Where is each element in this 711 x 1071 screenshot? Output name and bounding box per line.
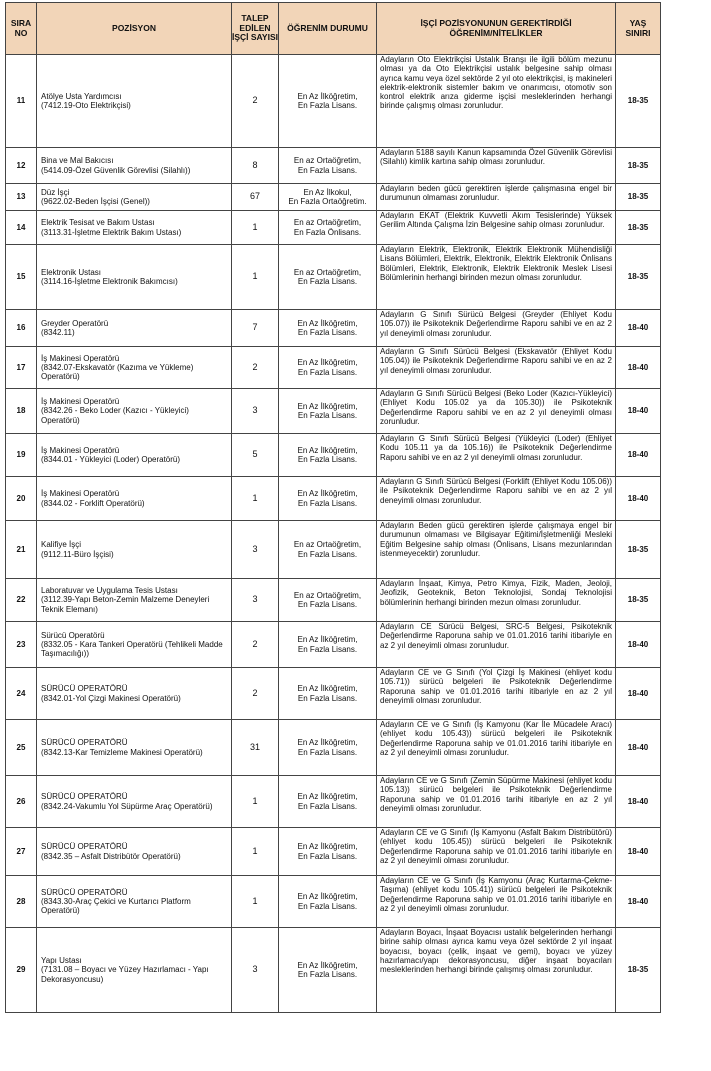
position-title: SÜRÜCÜ OPERATÖRÜ [41,842,128,852]
position-title: Elektrik Tesisat ve Bakım Ustası [41,218,155,228]
age-limit: 18-40 [616,389,661,434]
education-min: En az Ortaöğretim, [293,590,362,600]
worker-count: 1 [232,211,279,245]
education-max: En Fazla Lisans. [297,549,358,559]
worker-count: 8 [232,148,279,184]
requirements-text: Adayların Boyacı, İnşaat Boyacısı ustalık belgelerinden herhangi birine sahip olması ayrıca kamu veya özel sektörde 2 yıl inşaat boyacısı, boyacı (çelik, inşaat ve gemi), boyacı ve yüzey hazırlamacı/yapı dekorasyoncusu, diğer inşaat boyacıları mesleklerinden herhangi birinde çalışmış olması zorunludur. [377,928,616,1013]
age-limit: 18-35 [616,579,661,622]
position-cell [37,148,232,184]
table-row [6,434,661,477]
table-row [6,184,661,211]
table-row [6,828,661,876]
education-min: En az Ortaöğretim, [293,540,362,550]
position-title: SÜRÜCÜ OPERATÖRÜ [41,684,128,694]
position-code: (9622.02-Beden İşçisi (Genel)) [41,197,150,206]
row-number: 16 [6,310,37,347]
age-limit: 18-40 [616,776,661,828]
education-max: En Fazla Lisans. [297,600,358,609]
education-cell [279,184,377,211]
education-max: En Fazla Lisans. [297,328,358,337]
row-number: 12 [6,148,37,184]
position-code: (3112.39-Yapı Beton-Zemin Malzeme Deneyleri Teknik Elemanı) [41,595,210,614]
worker-count: 2 [232,622,279,668]
header-age: YAŞ SINIRI [616,3,661,55]
education-min: En az Ortaöğretim, [293,218,362,228]
age-limit: 18-35 [616,148,661,184]
position-code: (7412.19-Oto Elektrikçisi) [41,101,131,110]
position-cell [37,622,232,668]
position-title: İş Makinesi Operatörü [41,445,120,455]
education-cell [279,245,377,310]
position-cell [37,389,232,434]
worker-count: 67 [232,184,279,211]
table-row [6,347,661,389]
position-cell [37,521,232,579]
age-limit: 18-40 [616,876,661,928]
position-code: (8342.01-Yol Çizgi Makinesi Operatörü) [41,693,181,703]
position-code: (8342.24-Vakumlu Yol Süpürme Araç Operatörü) [41,801,213,811]
table-row [6,389,661,434]
row-number: 14 [6,211,37,245]
requirements-text: Adayların beden gücü gerektiren işlerde çalışmasına engel bir durumunun olmaması zorunludur. [377,184,616,211]
position-title: SÜRÜCÜ OPERATÖRÜ [41,887,128,897]
row-number: 20 [6,477,37,521]
position-title: İş Makinesi Operatörü [41,489,120,499]
education-max: En Fazla Lisans. [297,411,358,420]
education-cell [279,776,377,828]
requirements-text: Adayların CE ve G Sınıfı (İş Kamyonu (Araç Kurtarma-Çekme-Taşıma) (ehliyet kodu 105.41)) sürücü belgeleri ile Psikoteknik Değerlendirme Raporuna sahip ve 01.01.2016 tarihi itibariyle en az 2 yıl deneyimli olması zorunludur. [377,876,616,928]
worker-count: 2 [232,55,279,148]
education-min: En Az İlköğretim, [297,684,358,694]
age-limit: 18-40 [616,434,661,477]
row-number: 13 [6,184,37,211]
position-code: (5414.09-Özel Güvenlik Görevlisi (Silahlı)) [41,165,191,175]
age-limit: 18-40 [616,477,661,521]
row-number: 11 [6,55,37,148]
education-max: En Fazla Lisans. [297,498,358,508]
position-cell [37,310,232,347]
education-max: En Fazla Lisans. [297,901,358,911]
position-code: (8342.11) [41,328,75,337]
position-title: Düz İşçi [41,187,70,197]
age-limit: 18-35 [616,521,661,579]
table-header-row [6,3,661,55]
worker-count: 3 [232,928,279,1013]
row-number: 15 [6,245,37,310]
requirements-text: Adayların CE ve G Sınıfı (Yol Çizgi İş Makinesi (ehliyet kodu 105.71)) sürücü belgeleri ile Psikoteknik Değerlendirme Raporuna sahip ve 01.01.2016 tarihi itibariyle en az 2 yıl deneyimli olması zorunludur. [377,668,616,720]
worker-count: 31 [232,720,279,776]
education-min: En Az İlkokul, [303,187,352,197]
position-code: (8343.30-Araç Çekici ve Kurtarıcı Platform Operatörü) [41,896,191,916]
table-row [6,668,661,720]
table-row [6,148,661,184]
age-limit: 18-35 [616,245,661,310]
education-cell [279,521,377,579]
education-min: En Az İlköğretim, [297,842,358,852]
education-min: En Az İlköğretim, [297,91,358,101]
position-cell [37,184,232,211]
education-max: En Fazla Lisans. [297,367,358,377]
age-limit: 18-35 [616,928,661,1013]
position-cell [37,776,232,828]
table-row [6,55,661,148]
position-title: Bina ve Mal Bakıcısı [41,156,114,166]
position-cell [37,668,232,720]
education-cell [279,477,377,521]
row-number: 21 [6,521,37,579]
position-title: Yapı Ustası [41,956,82,966]
position-cell [37,245,232,310]
table-row [6,245,661,310]
worker-count: 1 [232,477,279,521]
education-cell [279,434,377,477]
requirements-text: Adayların G Sınıfı Sürücü Belgesi (Beko Loder (Kazıcı-Yükleyici) (Ehliyet Kodu 105.02 ya da 105.30)) ile Psikoteknik Değerlendirme Raporu sahibi ve en az 2 yıl deneyimli olması zorunludur. [377,389,616,434]
row-number: 19 [6,434,37,477]
requirements-text: Adayların CE Sürücü Belgesi, SRC-5 Belgesi, Psikoteknik Değerlendirme Raporuna sahip ve 01.01.2016 tarihi itibariyle en az 2 yıl deneyimli olması zorunludur. [377,622,616,668]
position-code: (8342.35 – Asfalt Distribütör Operatörü) [41,851,181,861]
position-code: (7131.08 – Boyacı ve Yüzey Hazırlamacı - Yapı Dekorasyoncusu) [41,965,209,984]
position-cell [37,347,232,389]
row-number: 26 [6,776,37,828]
requirements-text: Adayların İnşaat, Kimya, Petro Kimya, Fizik, Maden, Jeoloji, Jeofizik, Geoteknik, Beton Teknolojisi, Sondaj Teknolojisi bölümlerinin herhangi birinden mezun olması zorunludur. [377,579,616,622]
row-number: 29 [6,928,37,1013]
position-cell [37,579,232,622]
education-cell [279,876,377,928]
position-code: (8342.13-Kar Temizleme Makinesi Operatörü) [41,747,203,757]
position-cell [37,211,232,245]
requirements-text: Adayların Oto Elektrikçisi Ustalık Branşı ile ilgili bölüm mezunu olması ya da Oto Elektrikçisi ustalık belgesine sahip olması ayrıca kamu veya özel sektörde 2 yıl oto elektrikçisi, iş makineleri elektrik-elektronik sistemler bakım ve onarımcısı, otomotiv son kontrol elektrik arıza giderme işçisi mesleklerinden herhangi birinde çalışmış olması zorunludur. [377,55,616,148]
requirements-text: Adayların Beden gücü gerektiren işlerde çalışmaya engel bir durumunun olmaması ve Bilgisayar Eğitimi/İşletmenliği Mesleki Eğitim Belgesine sahip olması (Önlisans, Lisans mezunlarından istenmeyecektir) zorunludur. [377,521,616,579]
education-cell [279,211,377,245]
education-cell [279,828,377,876]
table-row [6,622,661,668]
worker-count: 2 [232,668,279,720]
requirements-text: Adayların G Sınıfı Sürücü Belgesi (Yükleyici (Loder) (Ehliyet Kodu 105.11 ya da 105.16)) ile Psikoteknik Değerlendirme Raporu sahibi ve en az 2 yıl deneyimli olması zorunludur. [377,434,616,477]
age-limit: 18-40 [616,310,661,347]
positions-table [5,2,661,1013]
row-number: 22 [6,579,37,622]
age-limit: 18-35 [616,55,661,148]
age-limit: 18-40 [616,828,661,876]
row-number: 25 [6,720,37,776]
education-min: En Az İlköğretim, [297,960,358,970]
age-limit: 18-40 [616,622,661,668]
education-min: En Az İlköğretim, [297,635,358,645]
table-row [6,579,661,622]
requirements-text: Adayların 5188 sayılı Kanun kapsamında Özel Güvenlik Görevlisi (Silahlı) kimlik kartına sahip olması zorunludur. [377,148,616,184]
table-row [6,521,661,579]
position-code: (8344.01 - Yükleyici (Loder) Operatörü) [41,455,181,464]
education-min: En Az İlköğretim, [297,892,358,902]
education-min: En Az İlköğretim, [297,401,358,411]
education-max: En Fazla Lisans. [297,277,358,286]
education-max: En Fazla Ortaöğretim. [288,197,367,206]
education-cell [279,622,377,668]
age-limit: 18-40 [616,347,661,389]
worker-count: 1 [232,828,279,876]
position-cell [37,828,232,876]
education-max: En Fazla Lisans. [297,455,358,464]
position-title: İş Makinesi Operatörü [41,353,120,363]
education-cell [279,148,377,184]
education-cell [279,389,377,434]
position-cell [37,434,232,477]
position-cell [37,720,232,776]
header-requirements: İŞÇİ POZİSYONUNUN GEREKTİRDİĞİ ÖĞRENİM/NİTELİKLER [377,3,616,55]
row-number: 18 [6,389,37,434]
position-title: Greyder Operatörü [41,318,109,328]
row-number: 17 [6,347,37,389]
table-row [6,477,661,521]
table-row [6,720,661,776]
age-limit: 18-35 [616,184,661,211]
table-row [6,776,661,828]
header-position: POZİSYON [37,3,232,55]
table-row [6,310,661,347]
position-code: (8344.02 - Forklift Operatörü) [41,498,145,508]
requirements-text: Adayların G Sınıfı Sürücü Belgesi (Greyder (Ehliyet Kodu 105.07)) ile Psikoteknik Değerlendirme Raporu sahibi ve en az 2 yıl deneyimli olması zorunludur. [377,310,616,347]
position-title: Laboratuvar ve Uygulama Tesis Ustası [41,586,178,596]
table-row [6,876,661,928]
worker-count: 3 [232,521,279,579]
education-cell [279,310,377,347]
education-max: En Fazla Lisans. [297,970,358,979]
education-max: En Fazla Lisans. [297,101,358,110]
row-number: 23 [6,622,37,668]
education-cell [279,668,377,720]
row-number: 27 [6,828,37,876]
worker-count: 5 [232,434,279,477]
row-number: 28 [6,876,37,928]
position-cell [37,477,232,521]
requirements-text: Adayların CE ve G Sınıfı (İş Kamyonu (Kar İle Mücadele Aracı) (ehliyet kodu 105.43)) sürücü belgeleri ile Psikoteknik Değerlendirme Raporuna sahip ve 01.01.2016 tarihi itibariyle en az 2 yıl deneyimli olması zorunludur. [377,720,616,776]
education-max: En Fazla Lisans. [297,165,358,175]
education-min: En Az İlköğretim, [297,792,358,802]
education-min: En Az İlköğretim, [297,445,358,455]
education-max: En Fazla Lisans. [297,801,358,811]
education-cell [279,55,377,148]
worker-count: 7 [232,310,279,347]
education-min: En Az İlköğretim, [297,489,358,499]
age-limit: 18-35 [616,211,661,245]
worker-count: 2 [232,347,279,389]
position-code: (8342.07-Ekskavatör (Kazıma ve Yükleme) Operatörü) [41,362,194,382]
education-max: En Fazla Lisans. [297,693,358,703]
worker-count: 1 [232,776,279,828]
position-title: SÜRÜCÜ OPERATÖRÜ [41,738,128,748]
worker-count: 3 [232,389,279,434]
age-limit: 18-40 [616,720,661,776]
requirements-text: Adayların CE ve G Sınıfı (Zemin Süpürme Makinesi (ehliyet kodu 105.13)) sürücü belgeleri ile Psikoteknik Değerlendirme Raporuna sahip ve 01.01.2016 tarihi itibariyle en az 2 yıl deneyimli olması zorunludur. [377,776,616,828]
education-min: En az Ortaöğretim, [293,156,362,166]
age-limit: 18-40 [616,668,661,720]
header-education: ÖĞRENİM DURUMU [279,3,377,55]
education-max: En Fazla Lisans. [297,644,358,654]
education-cell [279,928,377,1013]
education-cell [279,720,377,776]
table-row [6,928,661,1013]
position-cell [37,928,232,1013]
worker-count: 3 [232,579,279,622]
position-title: Atölye Usta Yardımcısı [41,91,122,101]
education-cell [279,347,377,389]
requirements-text: Adayların EKAT (Elektrik Kuvvetli Akım Tesislerinde) Yüksek Gerilim Altında Çalışma İzin Belgesine sahip olması zorunludur. [377,211,616,245]
position-code: (8332.05 - Kara Tankeri Operatörü (Tehlikeli Madde Taşımacılığı)) [41,639,223,659]
position-title: Elektronik Ustası [41,267,102,277]
education-cell [279,579,377,622]
position-cell [37,55,232,148]
education-max: En Fazla Önlisans. [293,227,362,237]
education-min: En Az İlköğretim, [297,738,358,748]
worker-count: 1 [232,876,279,928]
position-cell [37,876,232,928]
position-code: (9112.11-Büro İşçisi) [41,549,114,559]
position-code: (8342.26 - Beko Loder (Kazıcı - Yükleyici) Operatörü) [41,406,189,425]
education-min: En Az İlköğretim, [297,358,358,368]
header-count: TALEP EDİLEN İŞÇİ SAYISI [232,3,279,55]
position-code: (3113.31-İşletme Elektrik Bakım Ustası) [41,227,182,237]
education-min: En Az İlköğretim, [297,318,358,328]
position-title: SÜRÜCÜ OPERATÖRÜ [41,792,128,802]
header-no: SIRA NO [6,3,37,55]
table-row [6,211,661,245]
education-max: En Fazla Lisans. [297,747,358,757]
education-min: En az Ortaöğretim, [293,267,362,277]
requirements-text: Adayların Elektrik, Elektronik, Elektrik Elektronik Mühendisliği Lisans Bölümleri, Elektrik, Elektronik, Elektrik Elektronik Önlisans Bölümleri, Elektrik, Elektronik, Elektrik Elektronik Meslek Lisesi Bölümlerinin herhangi birinden mezun olması zorunludur. [377,245,616,310]
position-title: Sürücü Operatörü [41,630,105,640]
education-max: En Fazla Lisans. [297,851,358,861]
requirements-text: Adayların G Sınıfı Sürücü Belgesi (Ekskavatör (Ehliyet Kodu 105.04)) ile Psikoteknik Değerlendirme Raporu sahibi ve en az 2 yıl deneyimli olması zorunludur. [377,347,616,389]
requirements-text: Adayların CE ve G Sınıfı (İş Kamyonu (Asfalt Bakım Distribütörü) (ehliyet kodu 105.45)) sürücü belgeleri ile Psikoteknik Değerlendirme Raporuna sahip ve 01.01.2016 tarihi itibariyle en az 2 yıl deneyimli olması zorunludur. [377,828,616,876]
worker-count: 1 [232,245,279,310]
requirements-text: Adayların G Sınıfı Sürücü Belgesi (Forklift (Ehliyet Kodu 105.06)) ile Psikoteknik Değerlendirme Raporu sahibi ve en az 2 yıl deneyimli olması zorunludur. [377,477,616,521]
row-number: 24 [6,668,37,720]
position-title: Kalifiye İşçi [41,540,82,550]
position-code: (3114.16-İşletme Elektronik Bakımcısı) [41,277,178,286]
position-title: İş Makinesi Operatörü [41,397,120,407]
